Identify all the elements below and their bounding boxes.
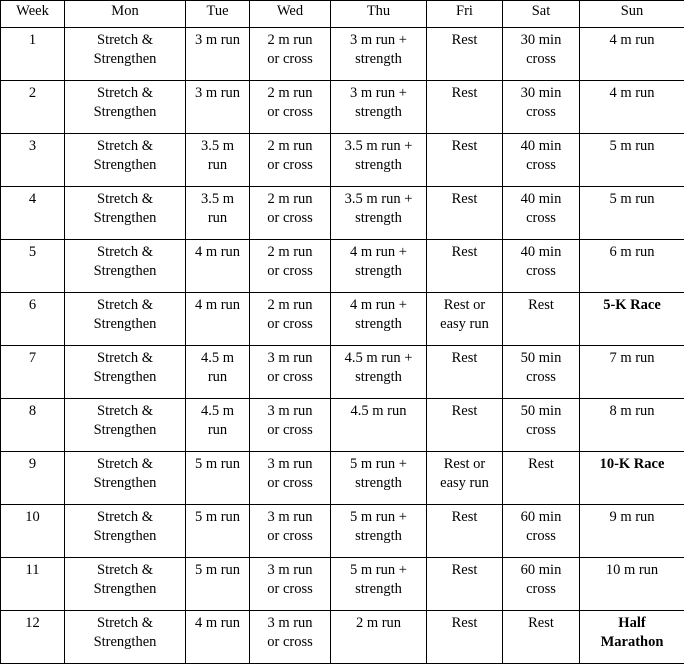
cell-text-line: strength bbox=[355, 316, 402, 332]
cell-text-line: strength bbox=[355, 369, 402, 385]
cell-thu bbox=[331, 28, 427, 81]
cell-text-line: 3 m run bbox=[267, 615, 313, 631]
cell-text-line: 3 m run bbox=[267, 456, 313, 472]
cell-wed bbox=[250, 187, 331, 240]
cell-text-line: Strengthen bbox=[93, 634, 157, 650]
cell-mon bbox=[65, 399, 186, 452]
cell-text-line: Rest bbox=[451, 244, 478, 260]
cell-text-line: 60 min bbox=[520, 562, 562, 578]
cell-text-line: 5 m run bbox=[609, 191, 655, 207]
cell-sat bbox=[503, 611, 580, 664]
cell-text-line: Strengthen bbox=[93, 263, 157, 279]
cell-sun bbox=[580, 399, 684, 452]
cell-mon bbox=[65, 346, 186, 399]
cell-text-line: cross bbox=[526, 528, 556, 544]
cell-text-line: strength bbox=[355, 157, 402, 173]
cell-text-line: or cross bbox=[267, 104, 313, 120]
cell-thu bbox=[331, 505, 427, 558]
cell-thu bbox=[331, 611, 427, 664]
cell-mon bbox=[65, 81, 186, 134]
cell-sun bbox=[580, 187, 684, 240]
cell-wed bbox=[250, 346, 331, 399]
cell-text-line: cross bbox=[526, 51, 556, 67]
cell-tue bbox=[186, 558, 250, 611]
cell-text-line: easy run bbox=[440, 475, 489, 491]
column-header-sat: Sat bbox=[503, 1, 580, 28]
cell-text-line: run bbox=[207, 210, 228, 226]
table-row bbox=[1, 240, 684, 293]
table-row bbox=[1, 28, 684, 81]
cell-text-line: cross bbox=[526, 263, 556, 279]
cell-text-line: cross bbox=[526, 581, 556, 597]
cell-text-line: 2 m run bbox=[267, 85, 313, 101]
cell-fri bbox=[427, 505, 503, 558]
cell-mon bbox=[65, 452, 186, 505]
cell-text-line: 4 m run bbox=[194, 615, 241, 631]
cell-text-line: or cross bbox=[267, 210, 313, 226]
cell-text-line: 2 m run bbox=[267, 191, 313, 207]
cell-sun bbox=[580, 346, 684, 399]
cell-text-line: 6 m run bbox=[609, 244, 655, 260]
cell-text-line: cross bbox=[526, 369, 556, 385]
cell-text-line: 3.5 m bbox=[200, 138, 235, 154]
cell-thu bbox=[331, 187, 427, 240]
cell-mon bbox=[65, 28, 186, 81]
cell-text-line: 10 m run bbox=[605, 562, 659, 578]
cell-text-line: run bbox=[207, 157, 228, 173]
cell-sun bbox=[580, 452, 684, 505]
week-number-cell: 3 bbox=[1, 134, 65, 187]
cell-text-line: cross bbox=[526, 422, 556, 438]
cell-text-line: Rest bbox=[451, 403, 478, 419]
cell-tue bbox=[186, 240, 250, 293]
cell-text-line: 2 m run bbox=[267, 32, 313, 48]
cell-fri bbox=[427, 346, 503, 399]
cell-text-line: Stretch & bbox=[97, 85, 153, 101]
table-row bbox=[1, 293, 684, 346]
table-row bbox=[1, 134, 684, 187]
cell-text-line: 2 m run bbox=[267, 244, 313, 260]
cell-text-line: 5 m run bbox=[194, 456, 241, 472]
cell-text-line: strength bbox=[355, 581, 402, 597]
cell-tue bbox=[186, 187, 250, 240]
header-row bbox=[1, 1, 684, 28]
column-header-week: Week bbox=[1, 1, 65, 28]
cell-text-line: strength bbox=[355, 210, 402, 226]
cell-text-line: Rest bbox=[451, 138, 478, 154]
cell-text-line: 40 min bbox=[520, 191, 562, 207]
cell-text-line: Strengthen bbox=[93, 422, 157, 438]
cell-text-line: 4 m run + bbox=[350, 297, 407, 313]
cell-fri bbox=[427, 187, 503, 240]
week-number-cell: 1 bbox=[1, 28, 65, 81]
cell-sun bbox=[580, 134, 684, 187]
cell-text-line: or cross bbox=[267, 581, 313, 597]
table-row bbox=[1, 346, 684, 399]
week-number-cell: 4 bbox=[1, 187, 65, 240]
cell-text-line: 5 m run bbox=[609, 138, 655, 154]
column-header-thu: Thu bbox=[331, 1, 427, 28]
cell-text-line: or cross bbox=[267, 51, 313, 67]
cell-thu bbox=[331, 399, 427, 452]
cell-text-line: Stretch & bbox=[97, 403, 153, 419]
cell-wed bbox=[250, 293, 331, 346]
cell-text-line: 3.5 m bbox=[200, 191, 235, 207]
cell-text-line: 50 min bbox=[520, 350, 562, 366]
cell-text-line: Strengthen bbox=[93, 157, 157, 173]
cell-text-line: Rest bbox=[528, 615, 554, 631]
column-header-fri: Fri bbox=[427, 1, 503, 28]
cell-sat bbox=[503, 28, 580, 81]
table-row bbox=[1, 505, 684, 558]
cell-sun bbox=[580, 558, 684, 611]
cell-text-line: Stretch & bbox=[97, 244, 153, 260]
cell-text-line: Stretch & bbox=[97, 509, 153, 525]
table-row bbox=[1, 81, 684, 134]
cell-tue bbox=[186, 611, 250, 664]
cell-text-line: 4 m run bbox=[194, 244, 241, 260]
cell-text-line: Rest or bbox=[443, 456, 486, 472]
table-row bbox=[1, 558, 684, 611]
cell-sat bbox=[503, 558, 580, 611]
cell-sun bbox=[580, 28, 684, 81]
cell-text-line: cross bbox=[526, 104, 556, 120]
cell-sun bbox=[580, 293, 684, 346]
cell-thu bbox=[331, 293, 427, 346]
table-row bbox=[1, 611, 684, 664]
cell-text-line: Rest bbox=[528, 297, 554, 313]
week-number-cell: 6 bbox=[1, 293, 65, 346]
cell-wed bbox=[250, 81, 331, 134]
cell-text-line: 5 m run + bbox=[350, 456, 407, 472]
cell-text-line: Rest bbox=[451, 615, 478, 631]
cell-text-line: 9 m run bbox=[609, 509, 655, 525]
cell-sat bbox=[503, 505, 580, 558]
cell-text-line: Marathon bbox=[600, 634, 664, 650]
cell-sat bbox=[503, 81, 580, 134]
cell-sat bbox=[503, 293, 580, 346]
cell-sat bbox=[503, 399, 580, 452]
cell-fri bbox=[427, 558, 503, 611]
cell-fri bbox=[427, 134, 503, 187]
cell-sun bbox=[580, 240, 684, 293]
table-row bbox=[1, 399, 684, 452]
cell-text-line: 5 m run + bbox=[350, 509, 407, 525]
cell-text-line: strength bbox=[355, 104, 402, 120]
cell-text-line: Stretch & bbox=[97, 456, 153, 472]
schedule-body bbox=[1, 28, 684, 664]
week-number-cell: 7 bbox=[1, 346, 65, 399]
cell-text-line: 3 m run bbox=[267, 403, 313, 419]
cell-text-line: 2 m run bbox=[267, 138, 313, 154]
week-number-cell: 2 bbox=[1, 81, 65, 134]
cell-wed bbox=[250, 558, 331, 611]
cell-text-line: Strengthen bbox=[93, 581, 157, 597]
cell-text-line: 40 min bbox=[520, 244, 562, 260]
cell-wed bbox=[250, 134, 331, 187]
cell-text-line: 50 min bbox=[520, 403, 562, 419]
cell-sat bbox=[503, 452, 580, 505]
cell-fri bbox=[427, 240, 503, 293]
cell-thu bbox=[331, 346, 427, 399]
cell-thu bbox=[331, 558, 427, 611]
cell-text-line: 4 m run bbox=[609, 32, 655, 48]
cell-text-line: 3 m run bbox=[267, 350, 313, 366]
cell-text-line: Rest bbox=[451, 562, 478, 578]
cell-text-line: Strengthen bbox=[93, 369, 157, 385]
cell-fri bbox=[427, 399, 503, 452]
cell-text-line: strength bbox=[355, 51, 402, 67]
cell-text-line: 4.5 m bbox=[200, 350, 235, 366]
cell-text-line: run bbox=[207, 369, 228, 385]
cell-text-line: Rest bbox=[451, 85, 478, 101]
cell-mon bbox=[65, 134, 186, 187]
cell-text-line: or cross bbox=[267, 316, 313, 332]
cell-text-line: 4.5 m bbox=[200, 403, 235, 419]
week-number-cell: 12 bbox=[1, 611, 65, 664]
cell-text-line: strength bbox=[355, 528, 402, 544]
cell-fri bbox=[427, 611, 503, 664]
cell-tue bbox=[186, 399, 250, 452]
cell-text-line: Strengthen bbox=[93, 475, 157, 491]
cell-text-line: 5 m run + bbox=[350, 562, 407, 578]
cell-tue bbox=[186, 452, 250, 505]
cell-fri bbox=[427, 81, 503, 134]
cell-text-line: or cross bbox=[267, 369, 313, 385]
cell-text-line: Stretch & bbox=[97, 191, 153, 207]
cell-wed bbox=[250, 452, 331, 505]
cell-text-line: Strengthen bbox=[93, 210, 157, 226]
cell-tue bbox=[186, 346, 250, 399]
cell-text-line: Strengthen bbox=[93, 51, 157, 67]
cell-text-line: 3 m run bbox=[194, 32, 241, 48]
cell-sat bbox=[503, 134, 580, 187]
column-header-mon: Mon bbox=[65, 1, 186, 28]
cell-tue bbox=[186, 134, 250, 187]
cell-text-line: Rest bbox=[451, 32, 478, 48]
cell-mon bbox=[65, 558, 186, 611]
cell-text-line: easy run bbox=[440, 316, 489, 332]
cell-text-line: 3.5 m run + bbox=[344, 191, 413, 207]
cell-text-line: Stretch & bbox=[97, 297, 153, 313]
cell-text-line: Rest bbox=[528, 456, 554, 472]
cell-thu bbox=[331, 134, 427, 187]
cell-text-line: Stretch & bbox=[97, 562, 153, 578]
cell-wed bbox=[250, 611, 331, 664]
cell-text-line: Stretch & bbox=[97, 138, 153, 154]
cell-text-line: 8 m run bbox=[609, 403, 655, 419]
cell-text-line: strength bbox=[355, 263, 402, 279]
cell-fri bbox=[427, 28, 503, 81]
cell-text-line: Rest bbox=[451, 350, 478, 366]
cell-wed bbox=[250, 505, 331, 558]
cell-sun bbox=[580, 81, 684, 134]
cell-fri bbox=[427, 452, 503, 505]
cell-thu bbox=[331, 452, 427, 505]
cell-text-line: Stretch & bbox=[97, 350, 153, 366]
cell-text-line: 4 m run bbox=[609, 85, 655, 101]
cell-tue bbox=[186, 28, 250, 81]
cell-text-line: 30 min bbox=[520, 32, 562, 48]
cell-text-line: 60 min bbox=[520, 509, 562, 525]
cell-text-line: 2 m run bbox=[267, 297, 313, 313]
cell-text-line: 3 m run bbox=[267, 562, 313, 578]
cell-tue bbox=[186, 505, 250, 558]
cell-text-line: 4 m run + bbox=[350, 244, 407, 260]
cell-text-line: 2 m run bbox=[355, 615, 402, 631]
cell-text-line: Rest or bbox=[443, 297, 486, 313]
cell-text-line: 3 m run bbox=[194, 85, 241, 101]
cell-fri bbox=[427, 293, 503, 346]
cell-text-line: cross bbox=[526, 157, 556, 173]
cell-text-line: 3 m run bbox=[267, 509, 313, 525]
cell-text-line: Strengthen bbox=[93, 528, 157, 544]
cell-text-line: 5 m run bbox=[194, 509, 241, 525]
cell-text-line: or cross bbox=[267, 475, 313, 491]
cell-text-line: 4 m run bbox=[194, 297, 241, 313]
cell-text-line: or cross bbox=[267, 528, 313, 544]
cell-text-line: 5 m run bbox=[194, 562, 241, 578]
cell-mon bbox=[65, 611, 186, 664]
week-number-cell: 10 bbox=[1, 505, 65, 558]
cell-wed bbox=[250, 240, 331, 293]
cell-text-line: or cross bbox=[267, 634, 313, 650]
cell-text-line: strength bbox=[355, 475, 402, 491]
cell-mon bbox=[65, 187, 186, 240]
cell-text-line: 3 m run + bbox=[350, 85, 407, 101]
cell-text-line: Rest bbox=[451, 191, 478, 207]
cell-wed bbox=[250, 399, 331, 452]
week-number-cell: 9 bbox=[1, 452, 65, 505]
cell-text-line: Rest bbox=[451, 509, 478, 525]
cell-text-line: cross bbox=[526, 210, 556, 226]
cell-text-line: Half bbox=[618, 615, 646, 631]
cell-mon bbox=[65, 240, 186, 293]
cell-sat bbox=[503, 187, 580, 240]
cell-text-line: 4.5 m run + bbox=[344, 350, 413, 366]
cell-text-line: 40 min bbox=[520, 138, 562, 154]
cell-thu bbox=[331, 81, 427, 134]
cell-sun bbox=[580, 505, 684, 558]
cell-sat bbox=[503, 240, 580, 293]
week-number-cell: 11 bbox=[1, 558, 65, 611]
cell-wed bbox=[250, 28, 331, 81]
table-row bbox=[1, 187, 684, 240]
cell-text-line: 3 m run + bbox=[350, 32, 407, 48]
cell-text-line: 7 m run bbox=[609, 350, 655, 366]
cell-text-line: 5-K Race bbox=[603, 297, 661, 313]
column-header-sun: Sun bbox=[580, 1, 684, 28]
cell-thu bbox=[331, 240, 427, 293]
cell-text-line: or cross bbox=[267, 263, 313, 279]
cell-text-line: Stretch & bbox=[97, 32, 153, 48]
cell-text-line: 30 min bbox=[520, 85, 562, 101]
cell-text-line: 10-K Race bbox=[599, 456, 665, 472]
table-row bbox=[1, 452, 684, 505]
column-header-wed: Wed bbox=[250, 1, 331, 28]
week-number-cell: 8 bbox=[1, 399, 65, 452]
cell-text-line: or cross bbox=[267, 157, 313, 173]
cell-sun bbox=[580, 611, 684, 664]
cell-tue bbox=[186, 81, 250, 134]
cell-tue bbox=[186, 293, 250, 346]
cell-text-line: Strengthen bbox=[93, 316, 157, 332]
cell-text-line: run bbox=[207, 422, 228, 438]
cell-text-line: or cross bbox=[267, 422, 313, 438]
cell-mon bbox=[65, 293, 186, 346]
cell-text-line: Strengthen bbox=[93, 104, 157, 120]
week-number-cell: 5 bbox=[1, 240, 65, 293]
cell-text-line: 3.5 m run + bbox=[344, 138, 413, 154]
column-header-tue: Tue bbox=[186, 1, 250, 28]
cell-sat bbox=[503, 346, 580, 399]
cell-mon bbox=[65, 505, 186, 558]
cell-text-line: 4.5 m run bbox=[350, 403, 407, 419]
cell-text-line: Stretch & bbox=[97, 615, 153, 631]
